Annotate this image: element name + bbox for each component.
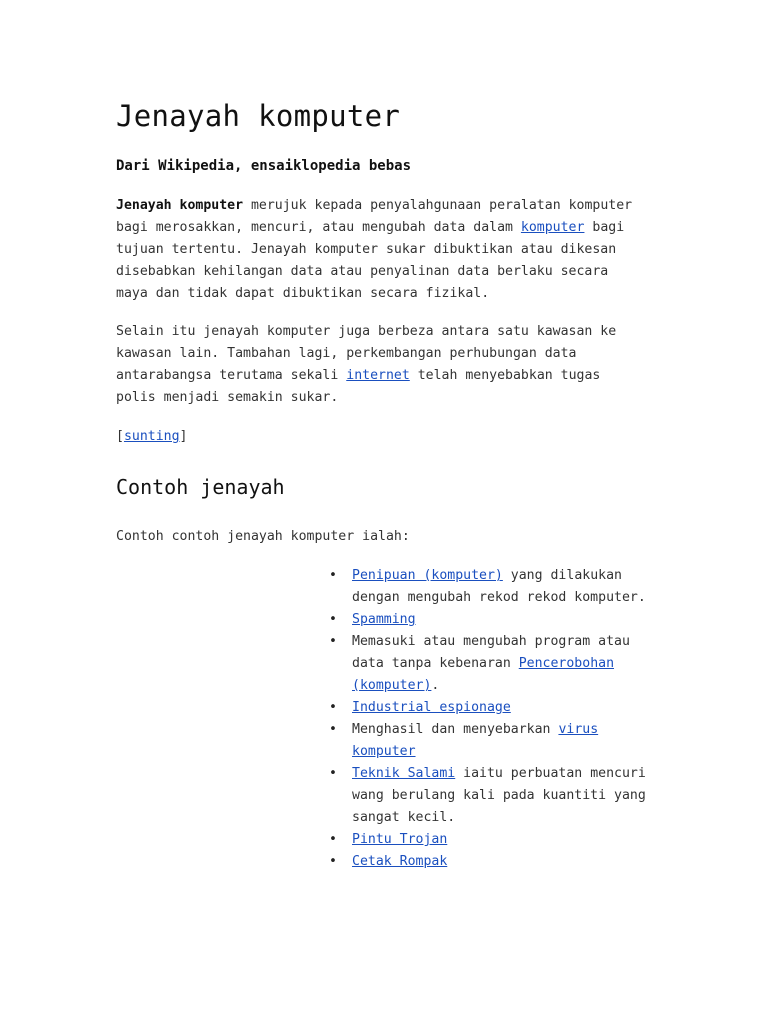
link-cetak-rompak[interactable]: Cetak Rompak bbox=[352, 854, 448, 869]
para2-text-1: Selain itu jenayah komputer juga berbeza antara satu kawasan ke kawasan lain. Tambahan lagi, perkembangan perhubungan data antarabangsa terutama sekali bbox=[116, 324, 617, 383]
link-pintu-trojan[interactable]: Pintu Trojan bbox=[352, 832, 448, 847]
link-penipuan[interactable]: Penipuan (komputer) bbox=[352, 568, 503, 583]
list-item bbox=[352, 851, 652, 873]
list-item bbox=[352, 631, 652, 697]
link-pencerobohan[interactable]: Pencerobohan (komputer) bbox=[352, 656, 615, 693]
list-item bbox=[352, 697, 652, 719]
list-item-text: Menghasil dan menyebarkan bbox=[352, 722, 559, 737]
list-item-text: Memasuki atau mengubah program atau data tanpa kebenaran bbox=[352, 634, 630, 671]
examples-list bbox=[352, 565, 652, 873]
para2-text-2: telah menyebabkan tugas polis menjadi semakin sukar. bbox=[116, 368, 601, 405]
page-subtitle: Dari Wikipedia, ensaiklopedia bebas bbox=[116, 158, 412, 174]
edit-link[interactable]: sunting bbox=[123, 429, 180, 444]
list-item-text: iaitu perbuatan mencuri wang berulang kali pada kuantiti yang sangat kecil. bbox=[352, 766, 646, 825]
list-item bbox=[352, 719, 652, 763]
section-heading: Contoh jenayah bbox=[116, 475, 285, 499]
link-komputer[interactable]: komputer bbox=[520, 220, 585, 235]
page-title: Jenayah komputer bbox=[116, 99, 401, 133]
list-item bbox=[352, 565, 652, 609]
list-item bbox=[352, 609, 652, 631]
intro-bold-term: Jenayah komputer bbox=[116, 198, 244, 213]
intro-text-1: merujuk kepada penyalahgunaan peralatan komputer bagi merosakkan, mencuri, atau mengubah data dalam bbox=[116, 198, 633, 235]
link-teknik-salami[interactable]: Teknik Salami bbox=[352, 766, 456, 781]
edit-bracket-open: [ bbox=[116, 429, 124, 444]
list-item-text: yang dilakukan dengan mengubah rekod rekod komputer. bbox=[352, 568, 646, 605]
intro-text-2: bagi tujuan tertentu. Jenayah komputer sukar dibuktikan atau dikesan disebabkan kehilangan data atau penyalinan data berlaku secara maya dan tidak dapat dibuktikan secara fizikal. bbox=[116, 220, 625, 301]
list-item-text-after: . bbox=[431, 678, 440, 693]
list-item bbox=[352, 829, 652, 851]
section-lead: Contoh contoh jenayah komputer ialah: bbox=[116, 529, 410, 544]
second-paragraph bbox=[116, 321, 641, 409]
link-industrial-espionage[interactable]: Industrial espionage bbox=[352, 700, 511, 715]
list-item bbox=[352, 763, 652, 829]
link-virus-komputer[interactable]: virus komputer bbox=[352, 722, 599, 759]
intro-paragraph bbox=[116, 195, 641, 305]
edit-section bbox=[116, 426, 641, 448]
link-spamming[interactable]: Spamming bbox=[352, 612, 416, 627]
link-internet[interactable]: internet bbox=[346, 368, 410, 383]
edit-bracket-close: ] bbox=[179, 429, 188, 444]
